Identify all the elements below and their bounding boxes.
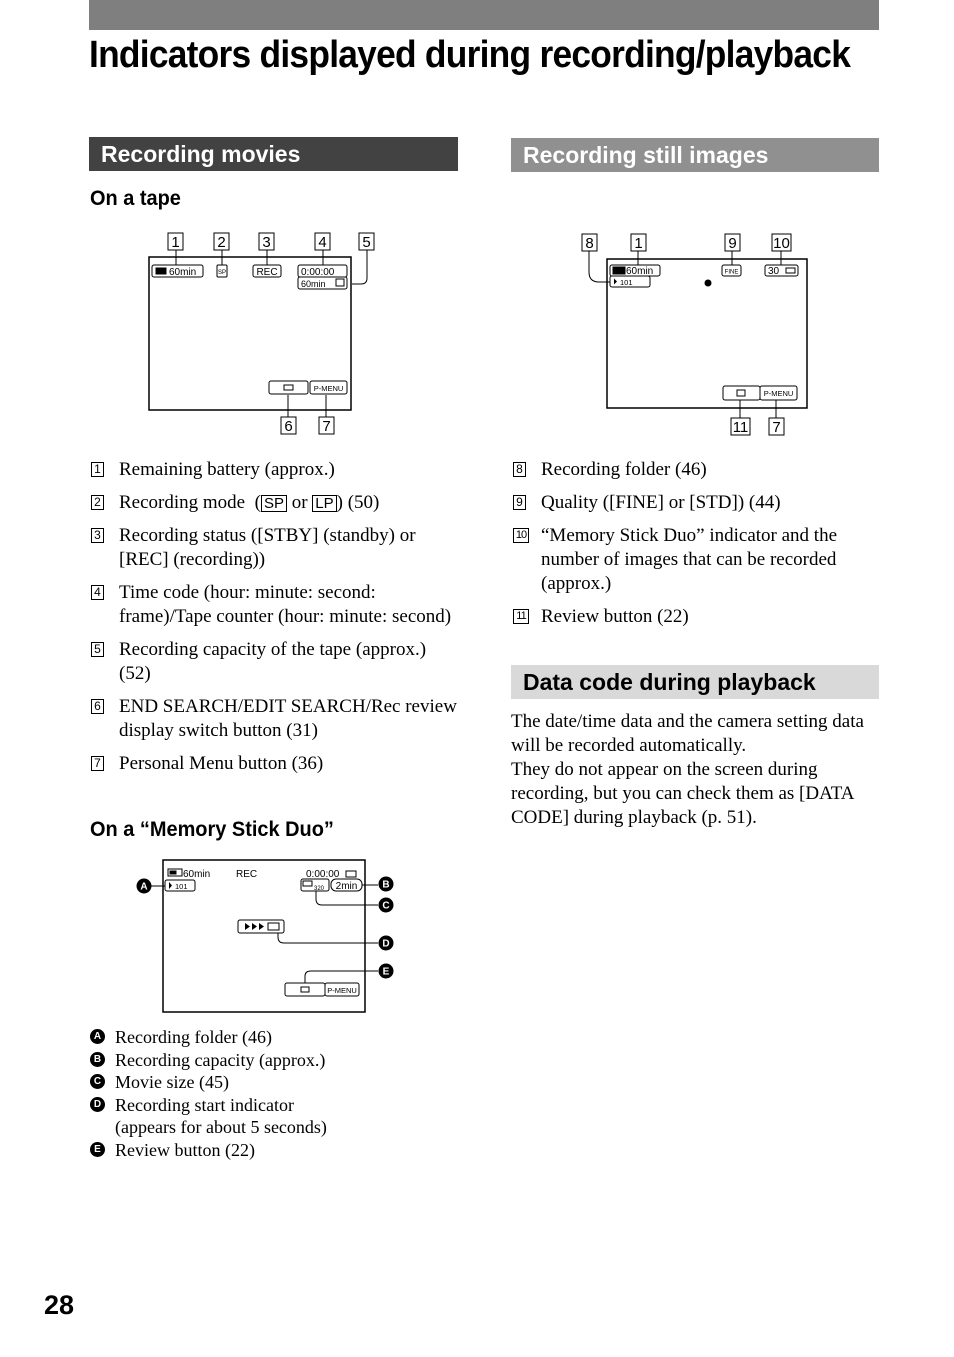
list-item: D Recording start indicator (appears for about 5 seconds) bbox=[89, 1094, 459, 1139]
callout-4: 4 bbox=[318, 234, 327, 251]
tape-indicator-list bbox=[89, 458, 459, 785]
callout-9: 9 bbox=[728, 235, 737, 252]
list-item: B Recording capacity (approx.) bbox=[89, 1049, 459, 1072]
callout-8: 8 bbox=[585, 235, 594, 252]
folder-number: 101 bbox=[620, 278, 633, 287]
list-item: E Review button (22) bbox=[89, 1139, 459, 1162]
list-item: 11 Review button (22) bbox=[511, 605, 881, 629]
callout-1: 1 bbox=[634, 235, 643, 252]
p-menu-label: P-MENU bbox=[327, 986, 357, 995]
tape-screen-diagram bbox=[140, 228, 400, 440]
callout-B: B bbox=[382, 879, 390, 891]
list-item: 7 Personal Menu button (36) bbox=[89, 752, 459, 776]
callout-1: 1 bbox=[171, 234, 180, 251]
header-bar bbox=[89, 0, 879, 30]
battery-time: 60min bbox=[183, 869, 211, 880]
tape-capacity: 60min bbox=[301, 279, 326, 289]
callout-3: 3 bbox=[262, 234, 271, 251]
callout-2: 2 bbox=[217, 234, 226, 251]
review-button bbox=[285, 983, 325, 996]
list-item: 9 Quality ([FINE] or [STD]) (44) bbox=[511, 491, 881, 515]
page-number: 28 bbox=[44, 1290, 75, 1320]
page-title: Indicators displayed during recording/playback bbox=[89, 34, 851, 76]
end-search-button bbox=[269, 381, 308, 394]
list-item: 8 Recording folder (46) bbox=[511, 458, 881, 482]
movie-size: 320 bbox=[314, 886, 325, 892]
battery-time: 60min bbox=[626, 266, 654, 277]
callout-D: D bbox=[382, 938, 390, 950]
folder-number: 101 bbox=[175, 882, 188, 891]
callout-7: 7 bbox=[322, 418, 331, 435]
ms-capacity: 2min bbox=[335, 881, 358, 892]
callout-6: 6 bbox=[284, 418, 293, 435]
callout-C: C bbox=[382, 900, 390, 912]
list-item: 5 Recording capacity of the tape (approx.) (52) bbox=[89, 638, 459, 686]
callout-7: 7 bbox=[772, 419, 781, 436]
callout-E: E bbox=[382, 966, 390, 978]
timecode: 0:00:00 bbox=[301, 267, 335, 278]
callout-11: 11 bbox=[732, 419, 749, 436]
callout-5: 5 bbox=[362, 234, 371, 251]
list-item: 6 END SEARCH/EDIT SEARCH/Rec review display switch button (31) bbox=[89, 695, 459, 743]
memory-stick-indicator-list bbox=[89, 1026, 459, 1161]
callout-10: 10 bbox=[773, 235, 790, 252]
data-code-paragraph: The date/time data and the camera setting data will be recorded automatically. They do not appear on the screen during recording, but you can check them as [DATA CODE] during playback (p. 51). bbox=[511, 711, 864, 828]
list-item: 3 Recording status ([STBY] (standby) or [REC] (recording)) bbox=[89, 524, 459, 572]
list-item: 1 Remaining battery (approx.) bbox=[89, 458, 459, 482]
timecode: 0:00:00 bbox=[306, 869, 340, 880]
list-item: 10 “Memory Stick Duo” indicator and the number of images that can be recorded (approx.) bbox=[511, 524, 881, 596]
list-item: 4 Time code (hour: minute: second: frame)/Tape counter (hour: minute: second) bbox=[89, 581, 459, 629]
quality-fine: FINE bbox=[724, 269, 739, 276]
status-text: REC bbox=[256, 267, 278, 278]
review-button bbox=[723, 386, 760, 400]
list-item: 2 Recording mode ( SP or LP ) (50) bbox=[89, 491, 459, 515]
list-item: C Movie size (45) bbox=[89, 1071, 459, 1094]
subhead-on-tape: On a tape bbox=[90, 187, 181, 210]
lp-icon: LP bbox=[312, 495, 336, 512]
subhead-on-memory-stick: On a “Memory Stick Duo” bbox=[90, 818, 334, 841]
still-indicator-list bbox=[511, 458, 881, 638]
mode-icon: SP bbox=[217, 270, 227, 276]
callout-A: A bbox=[140, 881, 148, 893]
memory-stick-screen-diagram bbox=[130, 855, 410, 1017]
section-recording-still-images: Recording still images bbox=[511, 138, 879, 172]
status-text: REC bbox=[236, 869, 258, 880]
sp-icon: SP bbox=[261, 495, 287, 512]
list-item: A Recording folder (46) bbox=[89, 1026, 459, 1049]
p-menu-label: P-MENU bbox=[763, 389, 794, 398]
p-menu-label: P-MENU bbox=[313, 384, 344, 393]
still-screen-diagram bbox=[570, 228, 830, 440]
battery-time: 60min bbox=[169, 267, 197, 278]
section-recording-movies: Recording movies bbox=[89, 137, 458, 171]
section-data-code: Data code during playback bbox=[511, 665, 879, 699]
image-count: 30 bbox=[768, 266, 780, 277]
